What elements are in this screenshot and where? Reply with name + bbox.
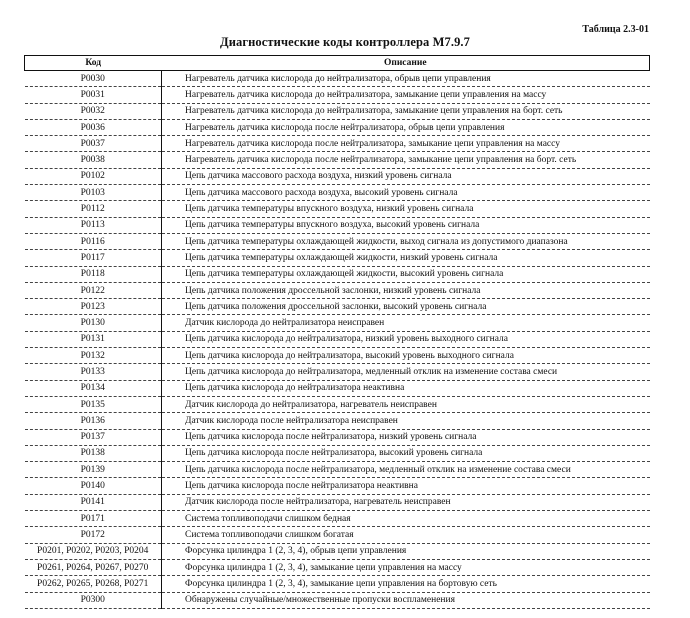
code-cell: P0037: [25, 136, 162, 152]
code-cell: P0031: [25, 87, 162, 103]
table-row: [25, 282, 650, 298]
table-row: [25, 152, 650, 168]
description-cell: Цепь датчика кислорода до нейтрализатора, высокий уровень выходного сигнала: [162, 348, 650, 364]
table-row: [25, 71, 650, 87]
description-cell: Цепь датчика кислорода после нейтрализатора, высокий уровень сигнала: [162, 445, 650, 461]
description-cell: Цепь датчика температуры охлаждающей жидкости, высокий уровень сигнала: [162, 266, 650, 282]
description-cell: Цепь датчика кислорода до нейтрализатора, низкий уровень выходного сигнала: [162, 331, 650, 347]
table-row: [25, 87, 650, 103]
description-cell: Цепь датчика кислорода после нейтрализатора, медленный отклик на изменение состава смеси: [162, 462, 650, 478]
code-cell: P0136: [25, 413, 162, 429]
table-row: [25, 348, 650, 364]
description-cell: Датчик кислорода до нейтрализатора неисправен: [162, 315, 650, 331]
description-cell: Цепь датчика кислорода до нейтрализатора, медленный отклик на изменение состава смеси: [162, 364, 650, 380]
description-cell: Форсунка цилиндра 1 (2, 3, 4), замыкание цепи управления на бортовую сеть: [162, 576, 650, 592]
table-row: [25, 543, 650, 559]
table-header-row: [25, 56, 650, 71]
description-cell: Датчик кислорода после нейтрализатора неисправен: [162, 413, 650, 429]
table-row: [25, 136, 650, 152]
table-row: [25, 592, 650, 608]
description-cell: Форсунка цилиндра 1 (2, 3, 4), обрыв цепи управления: [162, 543, 650, 559]
code-cell: P0135: [25, 396, 162, 412]
code-cell: P0036: [25, 119, 162, 135]
table-row: [25, 413, 650, 429]
table-row: [25, 250, 650, 266]
description-cell: Обнаружены случайные/множественные пропуски воспламенения: [162, 592, 650, 608]
code-cell: P0201, P0202, P0203, P0204: [25, 543, 162, 559]
table-row: [25, 429, 650, 445]
table-row: [25, 185, 650, 201]
description-cell: Датчик кислорода после нейтрализатора, нагреватель неисправен: [162, 494, 650, 510]
table-row: [25, 233, 650, 249]
table-row: [25, 494, 650, 510]
description-cell: Цепь датчика массового расхода воздуха, высокий уровень сигнала: [162, 185, 650, 201]
table-row: [25, 559, 650, 575]
code-cell: P0113: [25, 217, 162, 233]
code-cell: P0262, P0265, P0268, P0271: [25, 576, 162, 592]
description-cell: Цепь датчика положения дроссельной заслонки, низкий уровень сигнала: [162, 282, 650, 298]
code-cell: P0103: [25, 185, 162, 201]
column-header-code: Код: [25, 56, 162, 71]
code-cell: P0117: [25, 250, 162, 266]
description-cell: Цепь датчика температуры впускного воздуха, высокий уровень сигнала: [162, 217, 650, 233]
code-cell: P0171: [25, 511, 162, 527]
description-cell: Цепь датчика кислорода до нейтрализатора неактивна: [162, 380, 650, 396]
code-cell: P0131: [25, 331, 162, 347]
code-cell: P0134: [25, 380, 162, 396]
table-row: [25, 380, 650, 396]
code-cell: P0138: [25, 445, 162, 461]
code-cell: P0141: [25, 494, 162, 510]
description-cell: Цепь датчика температуры охлаждающей жидкости, выход сигнала из допустимого диапазона: [162, 233, 650, 249]
description-cell: Нагреватель датчика кислорода до нейтрализатора, обрыв цепи управления: [162, 71, 650, 87]
table-row: [25, 266, 650, 282]
table-title: Диагностические коды контроллера M7.9.7: [220, 35, 470, 49]
table-row: [25, 445, 650, 461]
code-cell: P0261, P0264, P0267, P0270: [25, 559, 162, 575]
code-cell: P0130: [25, 315, 162, 331]
code-cell: P0132: [25, 348, 162, 364]
code-cell: P0102: [25, 168, 162, 184]
code-cell: P0139: [25, 462, 162, 478]
column-header-description: Описание: [162, 56, 650, 71]
description-cell: Цепь датчика положения дроссельной заслонки, высокий уровень сигнала: [162, 299, 650, 315]
description-cell: Цепь датчика температуры впускного воздуха, низкий уровень сигнала: [162, 201, 650, 217]
code-cell: P0112: [25, 201, 162, 217]
table-row: [25, 462, 650, 478]
description-cell: Нагреватель датчика кислорода после нейтрализатора, обрыв цепи управления: [162, 119, 650, 135]
table-row: [25, 364, 650, 380]
code-cell: P0300: [25, 592, 162, 608]
code-cell: P0116: [25, 233, 162, 249]
description-cell: Цепь датчика массового расхода воздуха, низкий уровень сигнала: [162, 168, 650, 184]
code-cell: P0123: [25, 299, 162, 315]
table-row: [25, 511, 650, 527]
table-row: [25, 103, 650, 119]
table-row: [25, 331, 650, 347]
description-cell: Цепь датчика кислорода после нейтрализатора, низкий уровень сигнала: [162, 429, 650, 445]
diagnostic-codes-table: [24, 55, 650, 609]
code-cell: P0140: [25, 478, 162, 494]
description-cell: Нагреватель датчика кислорода после нейтрализатора, замыкание цепи управления на массу: [162, 136, 650, 152]
table-row: [25, 119, 650, 135]
description-cell: Система топливоподачи слишком бедная: [162, 511, 650, 527]
description-cell: Форсунка цилиндра 1 (2, 3, 4), замыкание цепи управления на массу: [162, 559, 650, 575]
code-cell: P0118: [25, 266, 162, 282]
code-cell: P0032: [25, 103, 162, 119]
table-row: [25, 168, 650, 184]
table-row: [25, 576, 650, 592]
code-cell: P0038: [25, 152, 162, 168]
code-cell: P0122: [25, 282, 162, 298]
table-row: [25, 527, 650, 543]
table-row: [25, 217, 650, 233]
code-cell: P0137: [25, 429, 162, 445]
description-cell: Цепь датчика кислорода после нейтрализатора неактивна: [162, 478, 650, 494]
code-cell: P0133: [25, 364, 162, 380]
description-cell: Система топливоподачи слишком богатая: [162, 527, 650, 543]
table-row: [25, 315, 650, 331]
description-cell: Нагреватель датчика кислорода до нейтрализатора, замыкание цепи управления на массу: [162, 87, 650, 103]
table-row: [25, 201, 650, 217]
table-number: Таблица 2.3-01: [582, 24, 649, 35]
description-cell: Нагреватель датчика кислорода после нейтрализатора, замыкание цепи управления на борт. сеть: [162, 152, 650, 168]
table-row: [25, 299, 650, 315]
description-cell: Нагреватель датчика кислорода до нейтрализатора, замыкание цепи управления на борт. сеть: [162, 103, 650, 119]
description-cell: Датчик кислорода до нейтрализатора, нагреватель неисправен: [162, 396, 650, 412]
description-cell: Цепь датчика температуры охлаждающей жидкости, низкий уровень сигнала: [162, 250, 650, 266]
table-row: [25, 478, 650, 494]
code-cell: P0030: [25, 71, 162, 87]
code-cell: P0172: [25, 527, 162, 543]
table-row: [25, 396, 650, 412]
